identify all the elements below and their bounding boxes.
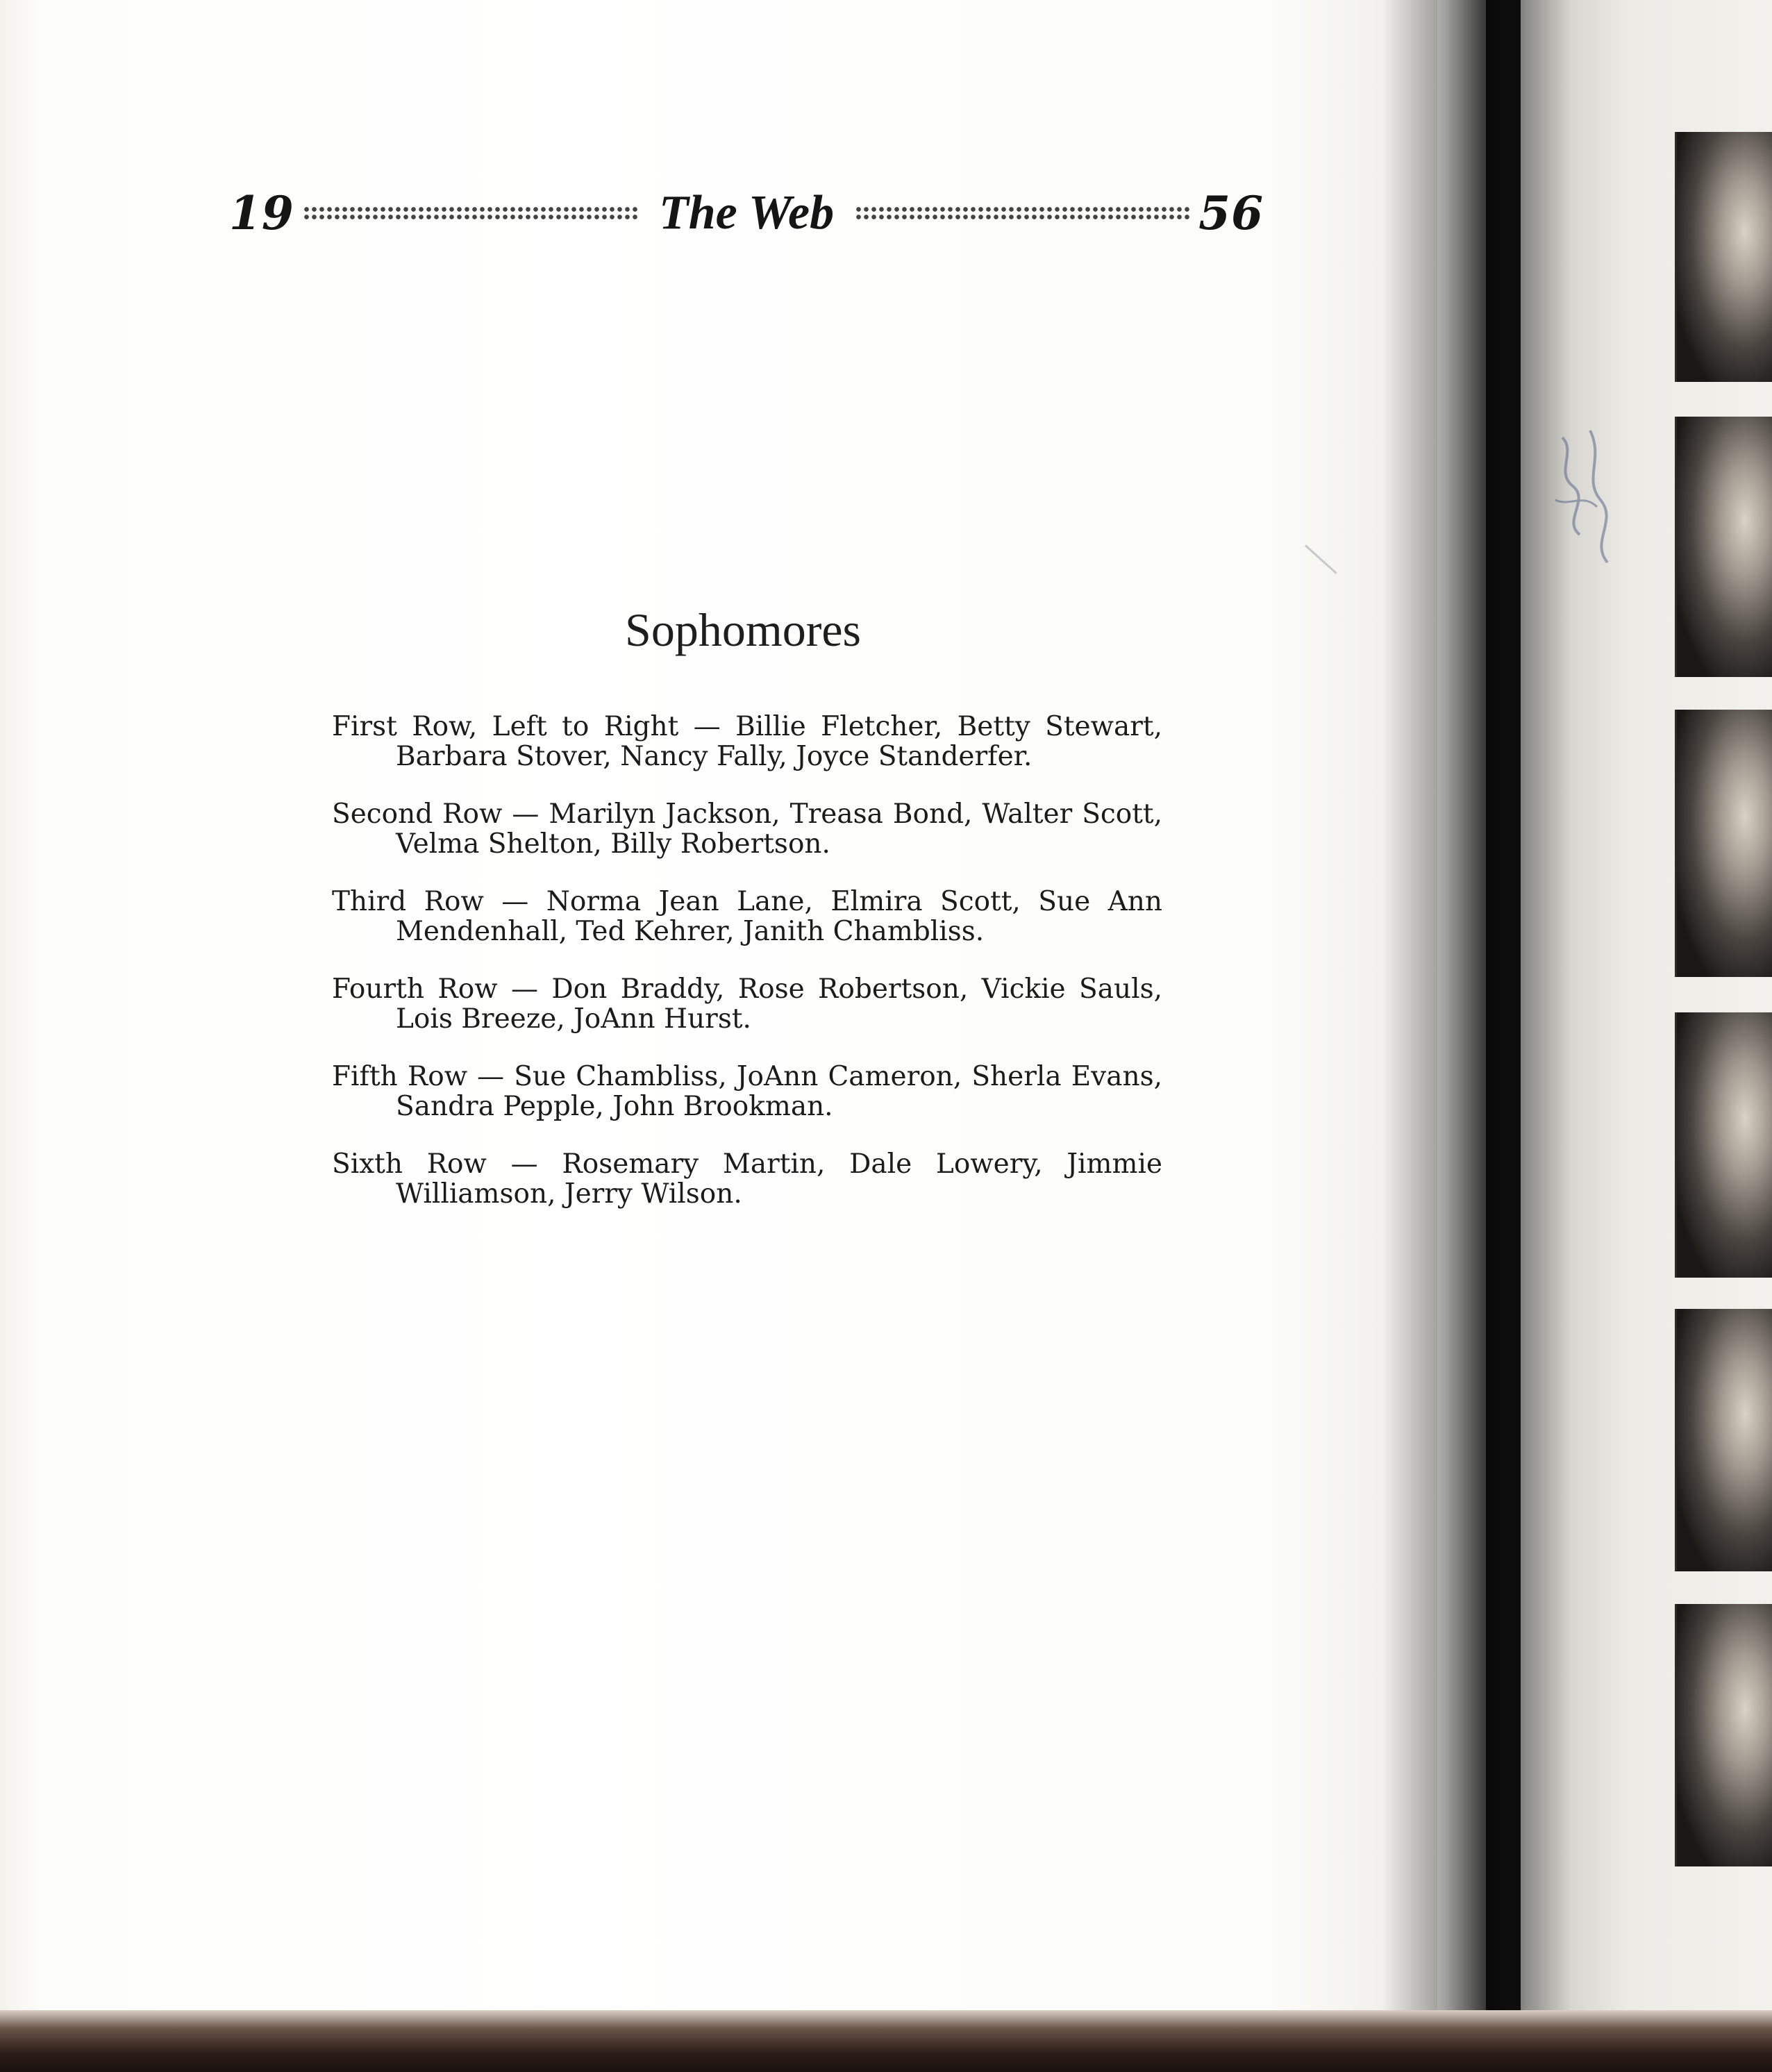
section-heading: Sophomores [625,603,861,656]
portrait-photo [1675,710,1772,977]
caption-fifth-row: Fifth Row — Sue Chambliss, JoAnn Cameron, Sherla Evans, Sandra Pepple, John Brookman. [332,1061,1162,1122]
caption-first-row: First Row, Left to Right — Billie Fletcher, Betty Stewart, Barbara Stover, Nancy Fally, Joyce Standerfer. [332,711,1162,772]
portrait-photo [1675,1012,1772,1278]
running-header [229,182,1264,244]
header-title: The Web [658,186,835,240]
handwritten-signature [1541,424,1625,583]
caption-sixth-row: Sixth Row — Rosemary Martin, Dale Lowery, Jimmie Williamson, Jerry Wilson. [332,1148,1162,1210]
portrait-photo [1675,1604,1772,1866]
caption-fourth-row: Fourth Row — Don Braddy, Rose Robertson, Vickie Sauls, Lois Breeze, JoAnn Hurst. [332,974,1162,1035]
header-ornament-left [303,206,638,221]
portrait-photo [1675,132,1772,382]
portrait-photo [1675,417,1772,677]
book-gutter-shadow [1382,0,1521,2072]
header-year-left: 19 [229,186,294,240]
header-year-right: 56 [1198,186,1264,240]
portrait-photo [1675,1309,1772,1571]
book-bottom-edge [0,2010,1772,2072]
header-ornament-right [855,206,1190,221]
caption-second-row: Second Row — Marilyn Jackson, Treasa Bond, Walter Scott, Velma Shelton, Billy Robertson. [332,799,1162,860]
caption-list [332,712,1162,1237]
caption-third-row: Third Row — Norma Jean Lane, Elmira Scott, Sue Ann Mendenhall, Ted Kehrer, Janith Chambliss. [332,886,1162,947]
